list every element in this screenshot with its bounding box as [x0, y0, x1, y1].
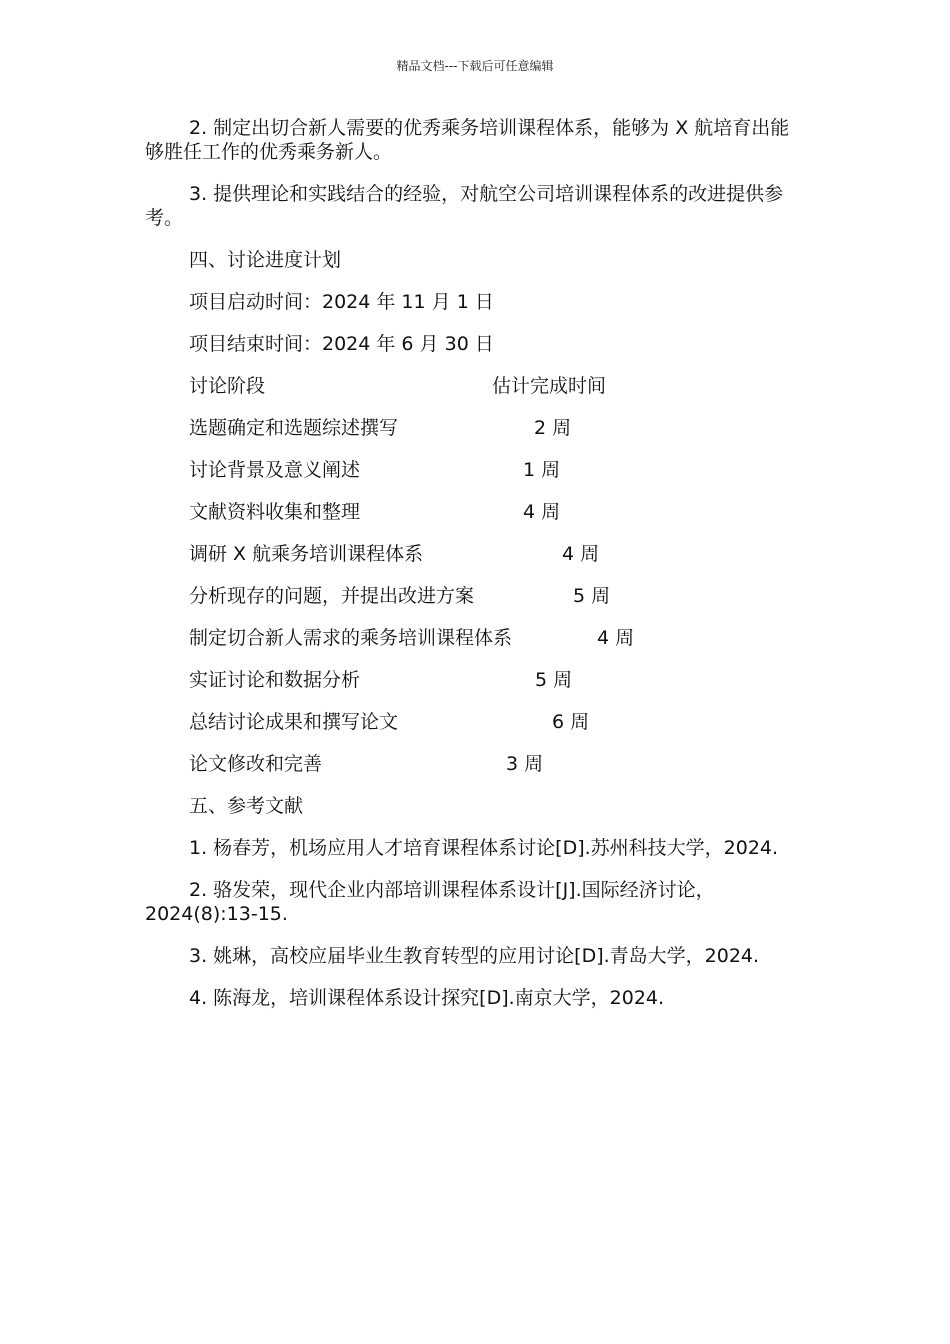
- schedule-duration: 4 周: [597, 627, 635, 649]
- reference-item: 2. 骆发荣，现代企业内部培训课程体系设计[J].国际经济讨论，2024(8):13-15.: [145, 879, 715, 925]
- project-end-date: 项目结束时间：2024 年 6 月 30 日: [189, 333, 494, 355]
- schedule-stage: 选题确定和选题综述撰写: [189, 417, 399, 439]
- paragraph-goal-2: 2. 制定出切合新人需要的优秀乘务培训课程体系，能够为 X 航培育出能够胜任工作的优秀乘务新人。: [145, 117, 790, 163]
- schedule-duration: 3 周: [506, 753, 544, 775]
- schedule-duration: 6 周: [552, 711, 590, 733]
- schedule-duration: 2 周: [534, 417, 572, 439]
- section-heading-references: 五、参考文献: [189, 795, 304, 817]
- page-header: 精品文档---下载后可任意编辑: [396, 59, 554, 73]
- schedule-row: [145, 626, 805, 650]
- paragraph-goal-3: 3. 提供理论和实践结合的经验，对航空公司培训课程体系的改进提供参考。: [145, 183, 784, 229]
- schedule-row: [145, 710, 805, 734]
- schedule-row: [145, 542, 805, 566]
- schedule-stage: 讨论背景及意义阐述: [189, 459, 361, 481]
- schedule-row: [145, 500, 805, 524]
- reference-item: 4. 陈海龙，培训课程体系设计探究[D].南京大学，2024.: [189, 987, 665, 1009]
- document-body: [145, 116, 805, 1028]
- schedule-row: [145, 416, 805, 440]
- reference-item: 3. 姚琳，高校应届毕业生教育转型的应用讨论[D].青岛大学，2024.: [189, 945, 760, 967]
- schedule-row: [145, 458, 805, 482]
- schedule-header-row: [145, 374, 805, 398]
- schedule-col-time: 估计完成时间: [492, 375, 607, 397]
- schedule-row: [145, 668, 805, 692]
- schedule-stage: 文献资料收集和整理: [189, 501, 361, 523]
- schedule-duration: 5 周: [573, 585, 611, 607]
- section-heading-schedule: 四、讨论进度计划: [189, 249, 342, 271]
- schedule-stage: 制定切合新人需求的乘务培训课程体系: [189, 627, 513, 649]
- schedule-stage: 总结讨论成果和撰写论文: [189, 711, 399, 733]
- schedule-stage: 论文修改和完善: [189, 753, 323, 775]
- schedule-col-stage: 讨论阶段: [189, 375, 266, 397]
- reference-item: 1. 杨春芳，机场应用人才培育课程体系讨论[D].苏州科技大学，2024.: [189, 837, 779, 859]
- schedule-stage: 分析现存的问题，并提出改进方案: [189, 585, 475, 607]
- schedule-row: [145, 584, 805, 608]
- schedule-duration: 4 周: [523, 501, 561, 523]
- schedule-duration: 5 周: [535, 669, 573, 691]
- schedule-duration: 4 周: [562, 543, 600, 565]
- project-start-date: 项目启动时间：2024 年 11 月 1 日: [189, 291, 494, 313]
- schedule-row: [145, 752, 805, 776]
- schedule-stage: 实证讨论和数据分析: [189, 669, 361, 691]
- schedule-stage: 调研 X 航乘务培训课程体系: [189, 543, 424, 565]
- schedule-duration: 1 周: [523, 459, 561, 481]
